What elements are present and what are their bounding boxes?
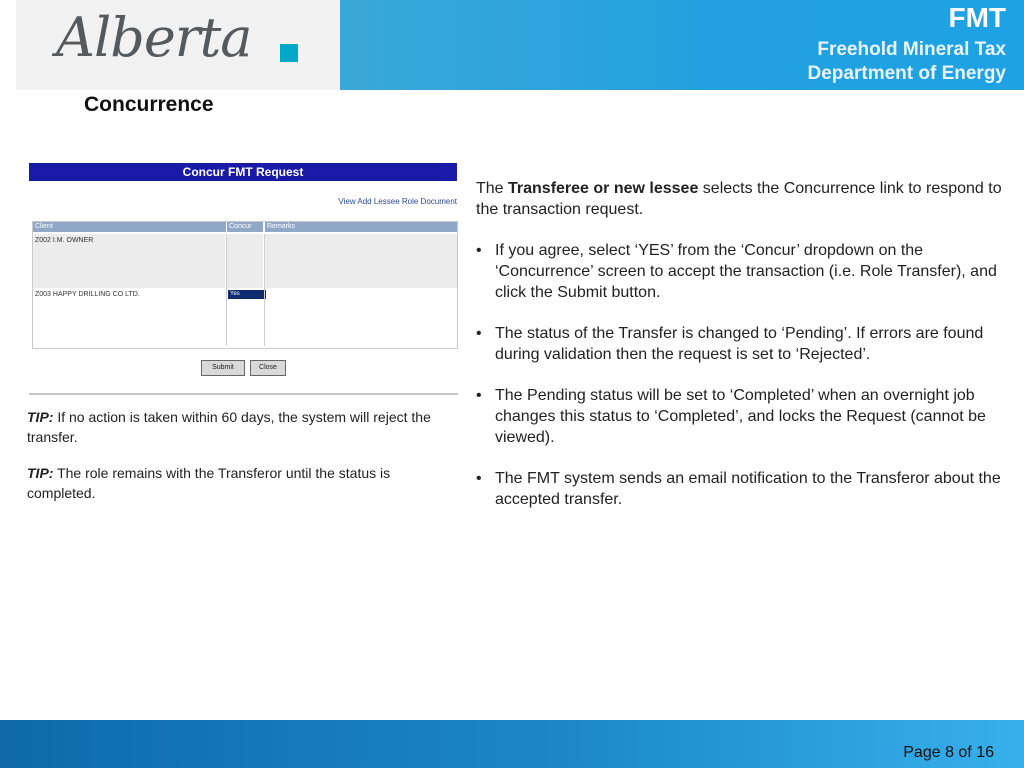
column-header-client: Client xyxy=(33,222,226,232)
table-cell xyxy=(265,234,457,288)
client-cell: Z003 HAPPY DRILLING CO LTD. xyxy=(35,291,140,298)
client-cell: Z002 I.M. OWNER xyxy=(35,237,94,244)
bullet-icon: • xyxy=(476,470,482,487)
instructions xyxy=(476,178,1006,530)
concur-dropdown[interactable]: Yes xyxy=(228,290,266,299)
list-item xyxy=(476,468,1006,510)
tip-text: If no action is taken within 60 days, the system will reject the transfer. xyxy=(27,409,431,445)
alberta-logo xyxy=(16,0,340,90)
bullet-text: If you agree, select ‘YES’ from the ‘Concur’ dropdown on the ‘Concurrence’ screen to accept the transaction (i.e. Role Transfer), and click the Submit button. xyxy=(495,242,997,301)
intro-bold: Transferee or new lessee xyxy=(508,180,699,197)
column-divider xyxy=(226,234,227,346)
submit-button[interactable]: Submit xyxy=(201,360,245,376)
column-divider xyxy=(264,234,265,346)
banner-department: Department of Energy xyxy=(807,63,1006,84)
concur-table xyxy=(32,221,458,349)
divider xyxy=(29,393,458,395)
alberta-logo-square-icon xyxy=(280,44,298,62)
fmt-banner xyxy=(340,0,1024,90)
close-button[interactable]: Close xyxy=(250,360,286,376)
banner-title: FMT xyxy=(948,2,1006,33)
tip-note xyxy=(27,463,457,503)
table-cell xyxy=(227,234,263,288)
concur-request-screenshot xyxy=(29,163,457,379)
tip-label: TIP: xyxy=(27,465,54,481)
list-item xyxy=(476,323,1006,365)
list-item xyxy=(476,385,1006,448)
column-header-concur: Concur xyxy=(227,222,263,232)
list-item xyxy=(476,240,1006,303)
tip-label: TIP: xyxy=(27,409,54,425)
tip-note xyxy=(27,407,457,447)
bullet-text: The Pending status will be set to ‘Completed’ when an overnight job changes this status to ‘Completed’, and locks the Request (cannot be viewed). xyxy=(495,387,986,446)
banner-subtitle: Freehold Mineral Tax xyxy=(817,39,1006,60)
intro-prefix: The xyxy=(476,180,509,197)
alberta-logo-wordmark: Alberta xyxy=(56,6,252,69)
screenshot-title-bar: Concur FMT Request xyxy=(29,163,457,181)
header xyxy=(0,0,1024,90)
intro-suffix: selects the Concurrence link to respond to the transaction request. xyxy=(476,180,1002,218)
bullet-text: The FMT system sends an email notification to the Transferor about the accepted transfer. xyxy=(495,470,1001,508)
tip-text: The role remains with the Transferor until the status is completed. xyxy=(27,465,391,501)
column-header-remarks: Remarks xyxy=(265,222,457,232)
page-title: Concurrence xyxy=(84,93,214,116)
bullet-icon: • xyxy=(476,325,482,342)
intro-paragraph xyxy=(476,178,1006,220)
bullet-icon: • xyxy=(476,387,482,404)
page-number: Page 8 of 16 xyxy=(903,744,994,761)
footer-bar xyxy=(0,720,1024,768)
view-add-lessee-role-document-link[interactable]: View Add Lessee Role Document xyxy=(338,197,457,206)
bullet-icon: • xyxy=(476,242,482,259)
bullet-text: The status of the Transfer is changed to ‘Pending’. If errors are found during validation then the request is set to ‘Rejected’. xyxy=(495,325,984,363)
